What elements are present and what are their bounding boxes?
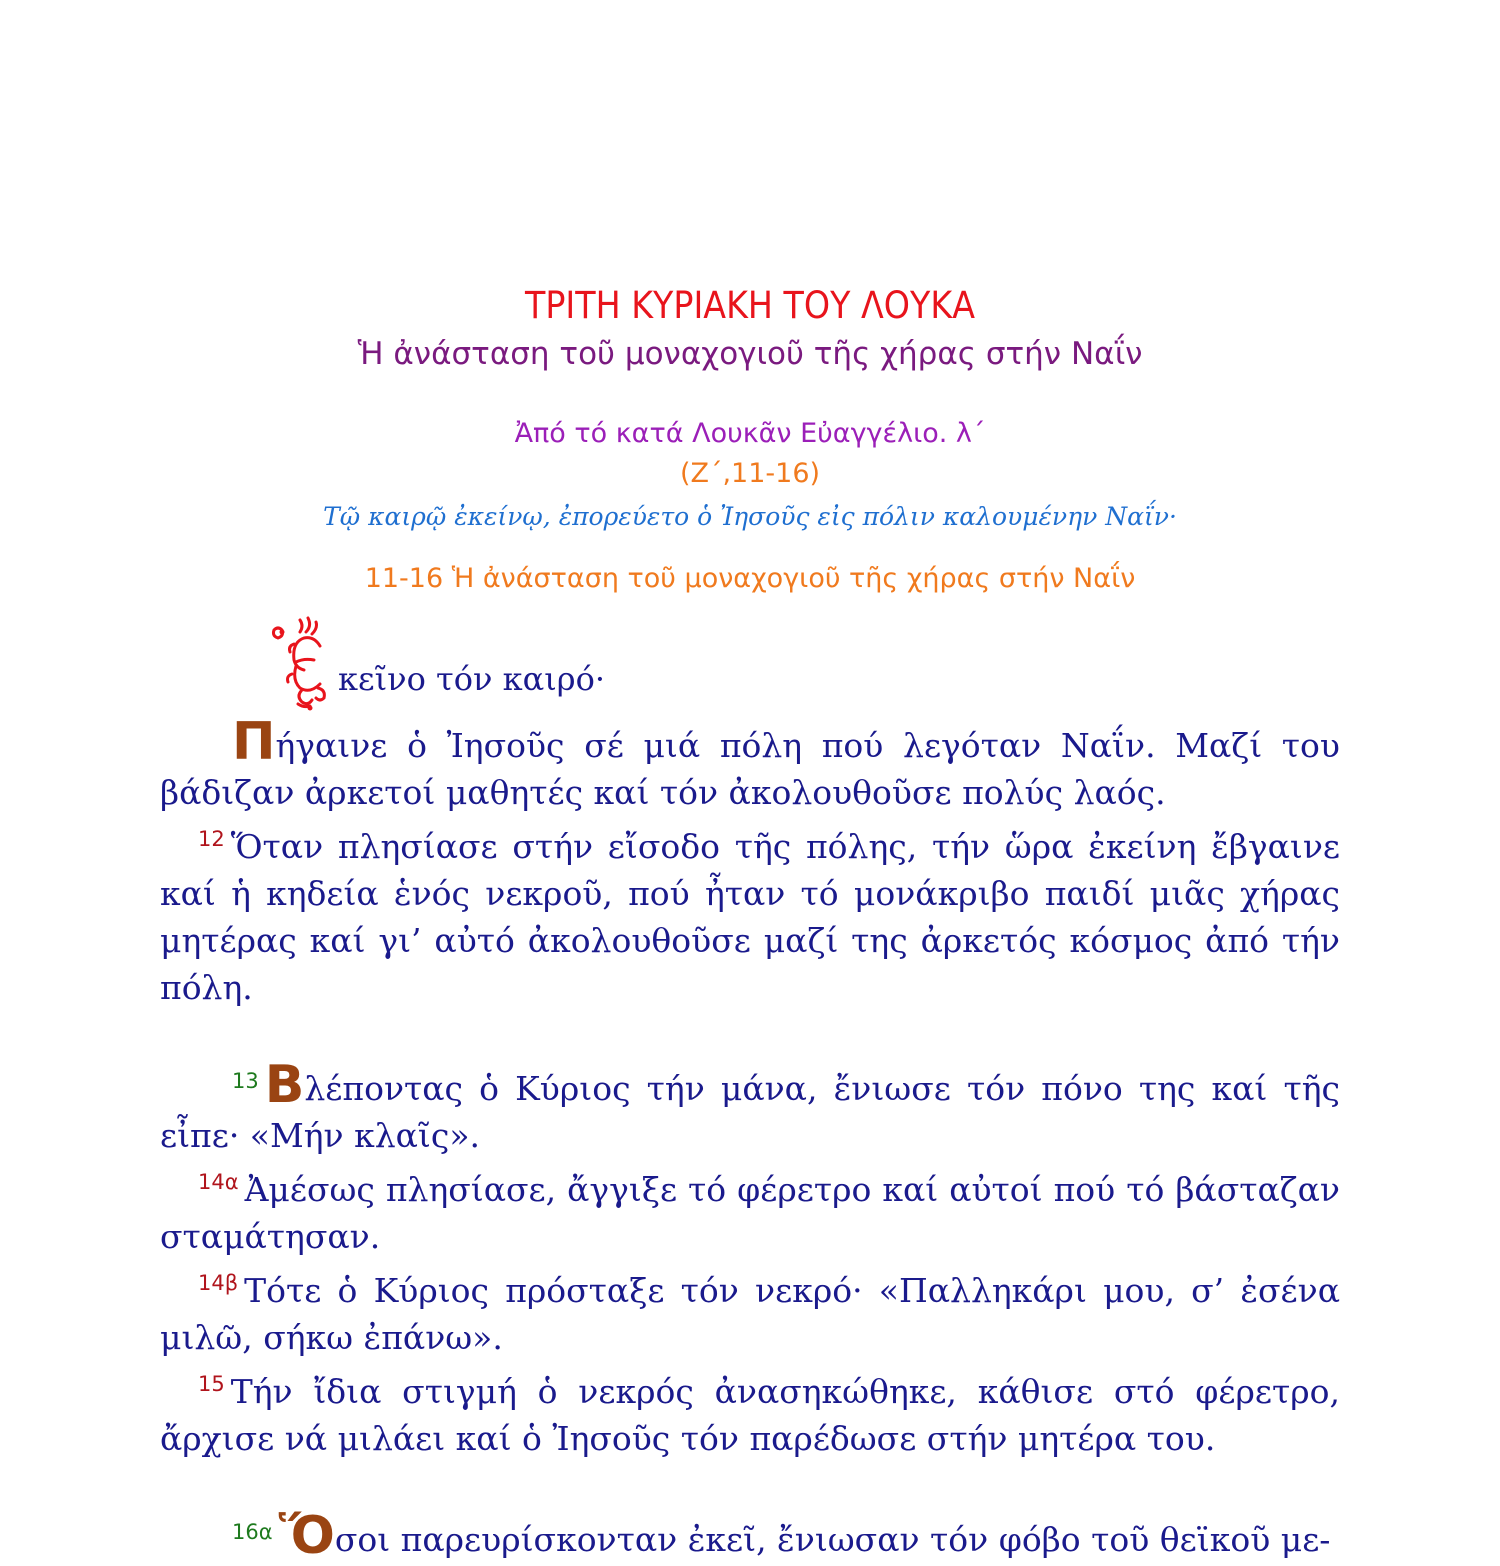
verse-text: Τότε ὁ Κύριος πρόσταξε τόν νεκρό· «Παλληκάρι μου, σ’ ἐσένα μιλῶ, σήκω ἐπάνω». bbox=[160, 1271, 1340, 1357]
paragraph-spacer bbox=[160, 1011, 1340, 1058]
paragraph-spacer bbox=[160, 1462, 1340, 1509]
verse-number: 16α bbox=[232, 1520, 273, 1544]
verse-number: 14α bbox=[198, 1170, 239, 1194]
verse-12 bbox=[160, 816, 1340, 1011]
verse-text: Ἀμέσως πλησίασε, ἄγγιξε τό φέρετρο καί αὐτοί πού τό βάσταζαν σταμάτησαν. bbox=[160, 1170, 1340, 1256]
verse-14b bbox=[160, 1260, 1340, 1361]
verse-14a bbox=[160, 1159, 1340, 1260]
drop-cap: Β bbox=[264, 1055, 305, 1115]
opening-text: κεῖνο τόν καιρό· bbox=[338, 660, 606, 698]
page-subtitle: Ἡ ἀνάσταση τοῦ μοναχογιοῦ τῆς χήρας στήν Ναΐν bbox=[357, 336, 1143, 372]
scripture-reference: (Ζ΄,11-16) bbox=[679, 458, 821, 489]
page-title: ΤΡΙΤΗ ΚΥΡΙΑΚΗ ΤΟΥ ΛΟΥΚΑ bbox=[525, 284, 975, 327]
verse-number: 13 bbox=[232, 1069, 259, 1093]
verse-text: Ὅταν πλησίασε στήν εἴσοδο τῆς πόλης, τήν ὥρα ἐκείνη ἔβγαινε καί ἡ κηδεία ἑνός νεκροῦ, πού ἦταν τό μονάκριβο παιδί μιᾶς χήρας μητέρας καί γι’ αὐτό ἀκολουθοῦσε μαζί της ἀρκετός κόσμος ἀπό τήν πόλη. bbox=[160, 827, 1340, 1007]
liturgical-incipit: Τῷ καιρῷ ἐκείνῳ, ἐπορεύετο ὁ Ἰησοῦς εἰς πόλιν καλουμένην Ναΐν· bbox=[323, 502, 1177, 531]
verse-text: Τήν ἴδια στιγμή ὁ νεκρός ἀνασηκώθηκε, κάθισε στό φέρετρο, ἄρχισε νά μιλάει καί ὁ Ἰησοῦς τόν παρέδωσε στήν μητέρα του. bbox=[160, 1372, 1340, 1458]
gospel-body bbox=[160, 712, 1340, 1566]
verse-15 bbox=[160, 1361, 1340, 1462]
verse-text: λέποντας ὁ Κύριος τήν μάνα, ἔνιωσε τόν πόνο της καί τῆς εἶπε· «Μήν κλαῖς». bbox=[160, 1069, 1340, 1155]
verse-16a bbox=[160, 1506, 1340, 1566]
opening-line bbox=[270, 612, 605, 712]
verse-11 bbox=[160, 712, 1340, 816]
pericope-heading: 11-16 Ἡ ἀνάσταση τοῦ μοναχογιοῦ τῆς χήρας στήν Ναΐν bbox=[364, 563, 1136, 594]
drop-cap: Π bbox=[232, 712, 276, 772]
gospel-source: Ἀπό τό κατά Λουκᾶν Εὐαγγέλιο. λ΄ bbox=[514, 418, 986, 449]
verse-number: 14β bbox=[198, 1271, 239, 1295]
drop-cap: Ὅ bbox=[278, 1506, 335, 1566]
verse-text: σοι παρευρίσκονταν ἐκεῖ, ἔνιωσαν τόν φόβο τοῦ θεϊκοῦ με- bbox=[334, 1520, 1331, 1559]
verse-number: 15 bbox=[198, 1372, 225, 1396]
verse-text: ήγαινε ὁ Ἰησοῦς σέ μιά πόλη πού λεγόταν Ναΐν. Μαζί του βάδιζαν ἀρκετοί μαθητές καί τόν ἀκολουθοῦσε πολύς λαός. bbox=[160, 726, 1340, 812]
verse-number: 12 bbox=[198, 827, 225, 851]
ornamental-initial-icon bbox=[270, 616, 334, 712]
verse-13 bbox=[160, 1055, 1340, 1159]
